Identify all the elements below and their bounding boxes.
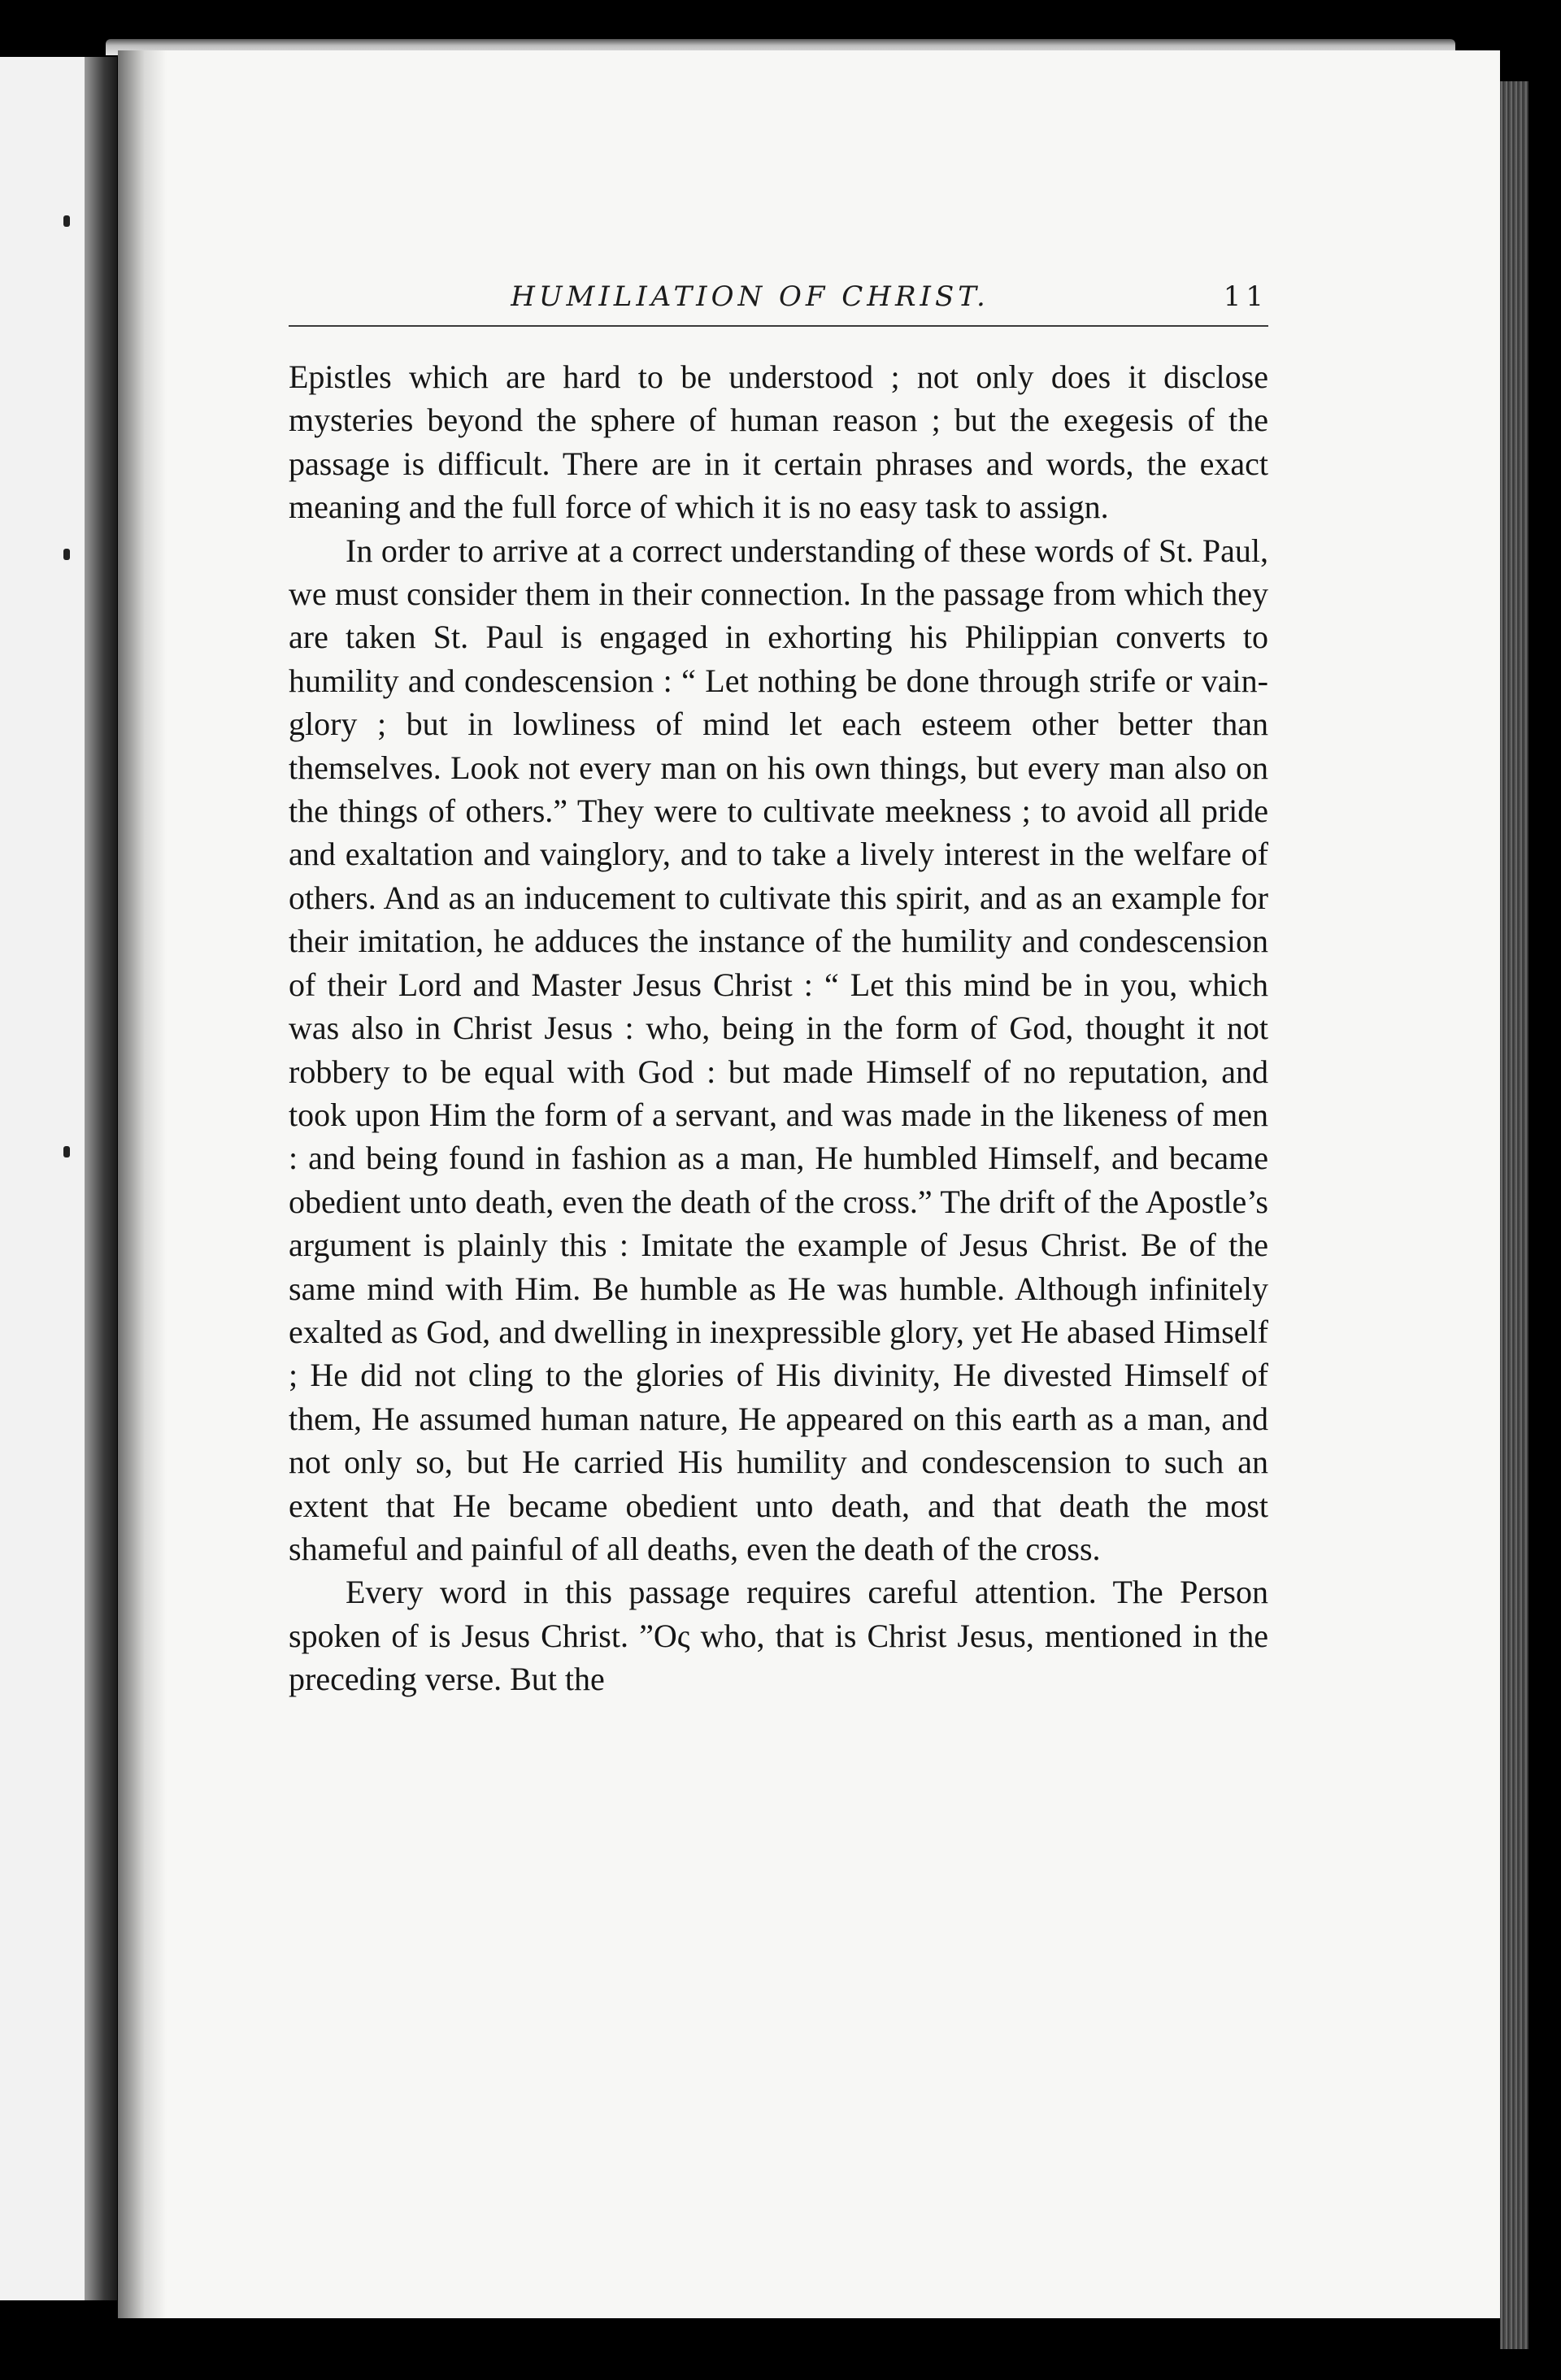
page-header bbox=[289, 280, 1268, 321]
previous-page-edge bbox=[0, 57, 102, 2300]
margin-mark bbox=[63, 549, 70, 560]
page-number: 11 bbox=[1223, 280, 1268, 313]
margin-mark bbox=[63, 215, 70, 227]
paragraph: Every word in this passage requires careful attention. The Person spoken of is Jesus Christ. ”Ος who, that is Christ Jesus, mentioned in the preceding verse. But the bbox=[289, 1574, 1268, 1698]
page-stack-right-edge bbox=[1500, 81, 1528, 2349]
book-binding bbox=[85, 57, 117, 2300]
paragraph: In order to arrive at a correct understanding of these words of St. Paul, we must consider them in their connection. In the passage from which they are taken St. Paul is engaged in exhorting his Philippian converts to humility and condescension : “ Let nothing be done through strife or vainglory ; but in lowliness of mind let each esteem other better than themselves. Look not every man on his own things, but every man also on the things of others.” They were to cultivate meekness ; to avoid all pride and exaltation and vainglory, and to take a lively interest in the welfare of others. And as an inducement to cultivate this spirit, and as an example for their imitation, he adduces the instance of the humility and condescension of their Lord and Master Jesus Christ : “ Let this mind be in you, which was also in Christ Jesus : who, being in the form of God, thought it not robbery to be equal with God : but made Himself of no reputation, and took upon Him the form of a servant, and was made in the likeness of men : and being found in fashion as a man, He humbled Himself, and became obedient unto death, even the death of the cross.” The drift of the Apostle’s argument is plainly this : Imitate the example of Jesus Christ. Be of the same mind with Him. Be humble as He was humble. Although infinitely exalted as God, and dwelling in inexpressible glory, yet He abased Himself ; He did not cling to the glories of His divinity, He divested Himself of them, He assumed human nature, He appeared on this earth as a man, and not only so, but He carried His humility and condescension to such an extent that He became obedient unto death, and that death the most shameful and painful of all deaths, even the death of the cross. bbox=[289, 532, 1268, 1567]
running-title: HUMILIATION OF CHRIST. bbox=[511, 280, 989, 313]
margin-mark bbox=[63, 1146, 70, 1157]
gutter-shadow bbox=[118, 50, 167, 2318]
header-rule bbox=[289, 325, 1268, 327]
body-text bbox=[289, 355, 1268, 1701]
paragraph: Epistles which are hard to be understood ; not only does it disclose mysteries beyond the sphere of human reason ; but the exegesis of the passage is difficult. There are in it certain phrases and words, the exact meaning and the full force of which it is no easy task to assign. bbox=[289, 358, 1268, 526]
